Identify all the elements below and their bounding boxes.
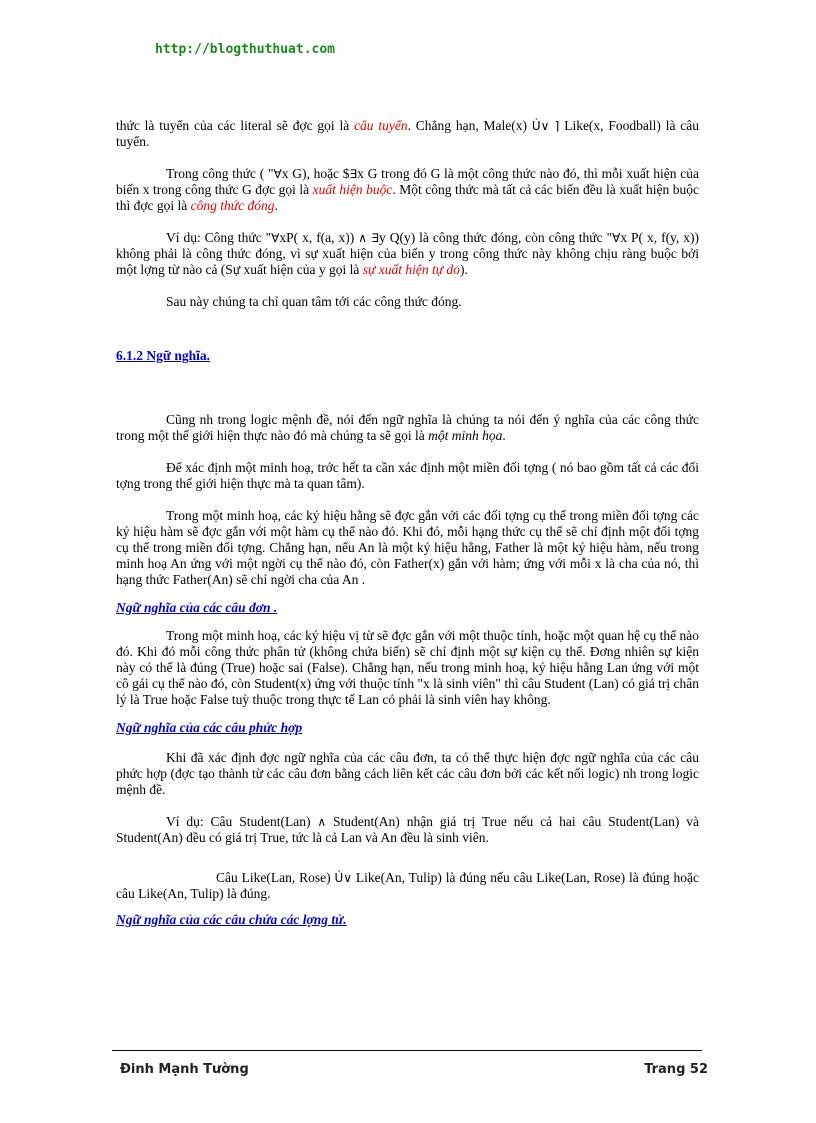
exists-symbol: ∃ bbox=[349, 167, 358, 181]
text: x G trong đó G là một công thức nào đó, thì mỗi xuất hiện của biến x trong công thức G đợc gọi là bbox=[116, 166, 700, 197]
text: Cũng nh trong logic mệnh đề, nói đến ngữ nghĩa là chúng ta nói đến ý nghĩa của các công thức trong một thế giới hiện thực nào đó mà chúng ta sẽ gọi là bbox=[116, 412, 699, 443]
text: xP( x, f(a, x)) bbox=[279, 230, 359, 245]
paragraph-10 bbox=[116, 814, 699, 846]
text: x G), hoặc $ bbox=[281, 166, 350, 181]
paragraph-8: Trong một minh hoạ, các ký hiệu vị từ sẽ đợc gắn với một thuộc tính, hoặc một quan hệ cụ thể nào đó. Khi đó mỗi công thức phân tử (không chứa biến) sẽ chỉ định một sự kiện cụ thể. Đơng nhiên sự kiện này có thể là đúng (True) hoặc sai (False). Chẳng hạn, nếu trong minh hoạ, ký hiệu hằng Lan ứng với một cô gái cụ thể nào đó, còn Student(x) ứng với thuộc tính "x là sinh viên" thì câu Student (Lan) có giá trị chân lý là True hoặc False tuỳ thuộc trong thực tế Lan có phải là sinh viên hay không. bbox=[116, 628, 699, 707]
section-heading-6-1-2[interactable]: 6.1.2 Ngữ nghĩa. bbox=[116, 348, 210, 363]
text: Câu Like(Lan, Rose) bbox=[216, 870, 335, 885]
header-url-link[interactable]: http://blogthuthuat.com bbox=[155, 42, 336, 57]
term-mot-minh-hoa: một minh họa bbox=[428, 428, 503, 443]
paragraph-2 bbox=[116, 166, 699, 214]
paragraph-7: Trong một minh hoạ, các ký hiệu hằng sẽ đợc gắn với các đối tợng cụ thể trong miền đối tợng các ký hiệu hàm sẽ đợc gắn với một hàm cụ thể nào đó. Khi đó, mỗi hạng thức cụ thể sẽ chỉ định một đối tợng cụ thể trong miền đối tợng. Chẳng hạn, nếu An là một ký hiệu hằng, Father là một ký hiệu hàm, nếu trong minh hoạ An ứng với một ngời cụ thể nào đó, còn Father(x) gắn với hàm; ứng với mỗi x là cha của nó, thì hạng thức Father(An) sẽ chỉ ngời cha của An . bbox=[116, 508, 699, 587]
footer-divider bbox=[112, 1050, 702, 1051]
footer-author: Đinh Mạnh Tường bbox=[120, 1062, 249, 1077]
and-symbol: ∧ bbox=[317, 815, 327, 829]
subheading-cau-phuc-hop[interactable]: Ngữ nghĩa của các câu phức hợp bbox=[116, 720, 303, 735]
text: Like(An, Tulip) là đúng nếu câu Like(Lan, Rose) là đúng hoặc câu Like(An, Tulip) là đúng. bbox=[116, 870, 699, 901]
or-not-symbol: Ú∨ ⌉ bbox=[531, 119, 560, 133]
paragraph-11 bbox=[116, 870, 699, 902]
term-cong-thuc-dong: công thức đóng bbox=[190, 198, 275, 213]
forall-symbol: ∀ bbox=[612, 231, 621, 245]
paragraph-4: Sau này chúng ta chỉ quan tâm tới các công thức đóng. bbox=[166, 294, 462, 309]
footer-page-number: Trang 52 bbox=[644, 1062, 708, 1077]
forall-symbol: ∀ bbox=[271, 231, 280, 245]
paragraph-9: Khi đã xác định đợc ngữ nghĩa của các câu đơn, ta có thể thực hiện đợc ngữ nghĩa của các câu phức hợp (đợc tạo thành từ các câu đơn bằng cách liên kết các câu đơn bởi các kết nối logic) nh trong logic mệnh đề. bbox=[116, 750, 699, 797]
text: ). bbox=[459, 262, 468, 277]
text: . bbox=[502, 428, 506, 443]
paragraph-6: Để xác định một minh hoạ, trớc hết ta cần xác định một miền đối tợng ( nó bao gồm tất cả các đối tợng trong thế giới hiện thực mà ta quan tâm). bbox=[116, 460, 699, 491]
paragraph-5 bbox=[116, 412, 699, 444]
paragraph-1 bbox=[116, 118, 699, 150]
term-xuat-hien-buoc: xuất hiện buộc bbox=[312, 182, 393, 197]
subheading-cau-don[interactable]: Ngữ nghĩa của các câu đơn . bbox=[116, 600, 278, 615]
term-su-xuat-hien-tu-do: sự xuất hiện tự do bbox=[362, 262, 460, 277]
text: . bbox=[274, 198, 278, 213]
paragraph-3 bbox=[116, 230, 699, 278]
text: Trong công thức ( " bbox=[166, 166, 274, 181]
text: Ví dụ: Công thức " bbox=[166, 230, 272, 245]
text: thức là tuyển của các literal sẽ đợc gọi là bbox=[116, 118, 355, 133]
subheading-cau-chua-luong-tu[interactable]: Ngữ nghĩa của các câu chứa các lợng tử. bbox=[116, 912, 347, 927]
text: . Chẳng hạn, Male(x) bbox=[407, 118, 532, 133]
document-body bbox=[116, 118, 699, 928]
text: y Q(y) là công thức đóng, còn công thức " bbox=[378, 230, 613, 245]
text: Student(An) nhận giá trị True nếu cả hai câu Student(Lan) và Student(An) đều có giá trị True, tức là cả Lan và An đều là sinh viên. bbox=[116, 814, 699, 845]
or-symbol: Ú∨ bbox=[334, 871, 353, 885]
forall-symbol: ∀ bbox=[273, 167, 282, 181]
text: x P( x, f(y, x)) không phải là công thức đóng, vì sự xuất hiện của biến y trong công thức này không chịu ràng buộc bởi một lợng từ nào cả (Sự xuất hiện của y gọi là bbox=[116, 230, 700, 277]
term-cau-tuyen: câu tuyển bbox=[354, 118, 408, 133]
text: Ví dụ: Câu Student(Lan) bbox=[166, 814, 318, 829]
text: Like(x, Foodball) là câu tuyển. bbox=[116, 118, 699, 149]
text: . Một công thức mà tất cả các biến đều là xuất hiện buộc thì đợc gọi là bbox=[116, 182, 699, 213]
and-exists-symbol: ∧ ∃ bbox=[358, 231, 379, 245]
